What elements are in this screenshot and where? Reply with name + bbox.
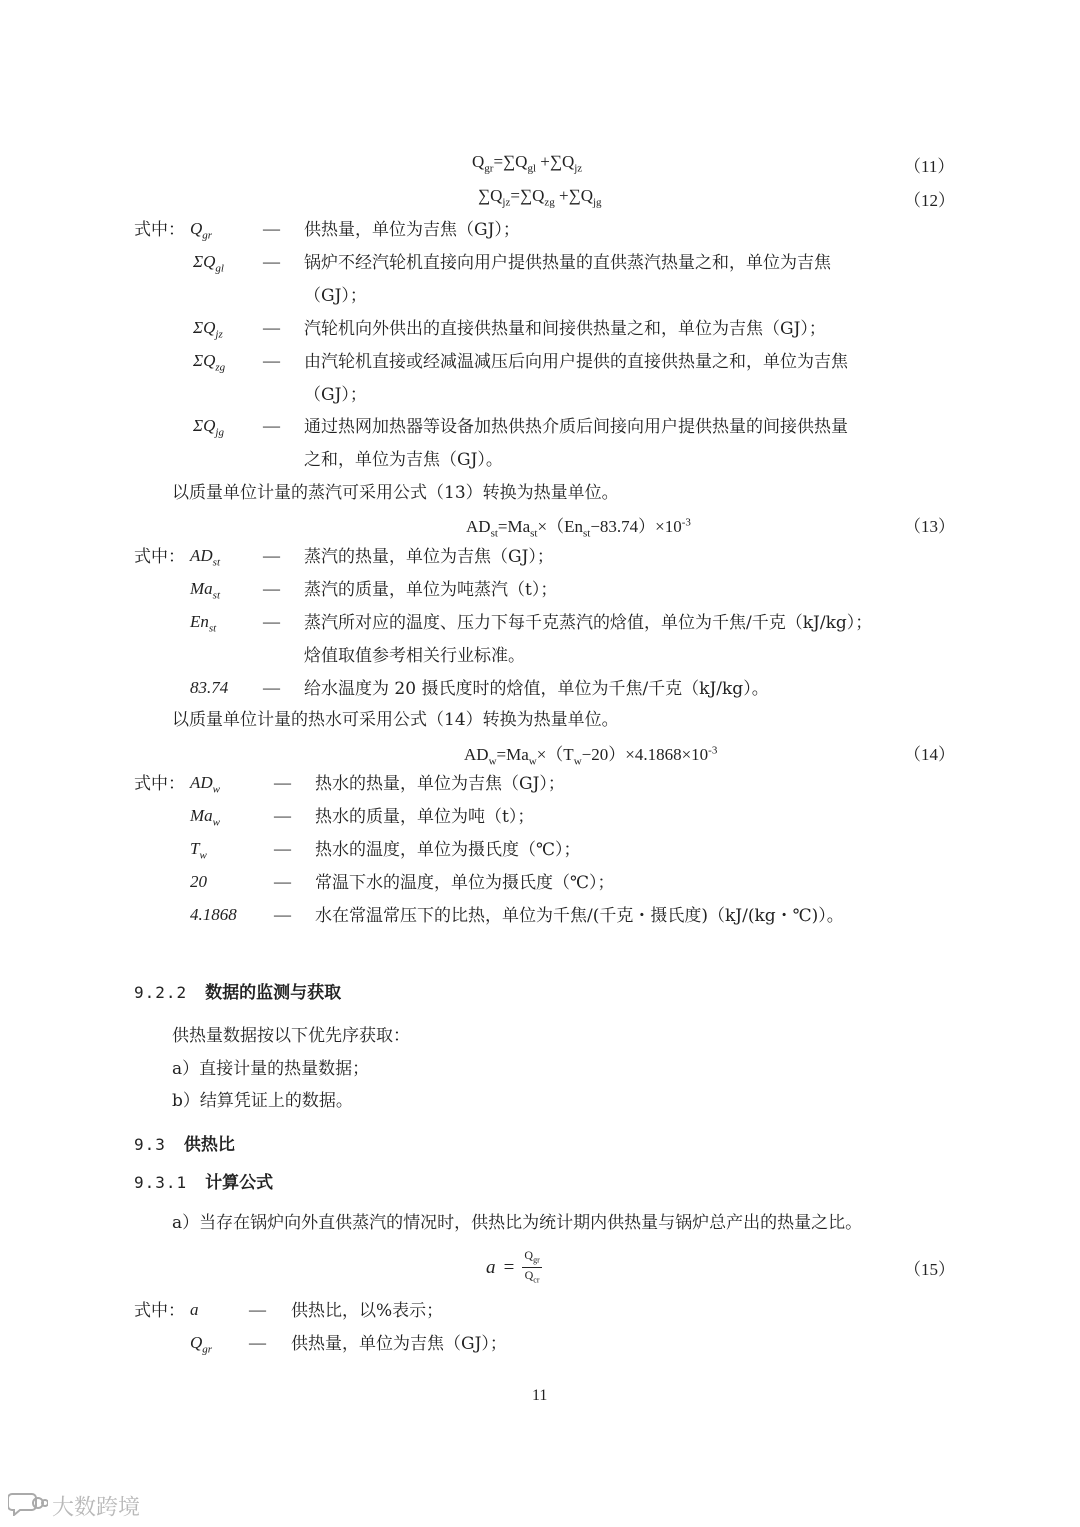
definition-dash: —: [249, 1300, 266, 1319]
definition-text-continued: （GJ）；: [304, 385, 367, 405]
paragraph-water-conversion: 以质量单位计量的热水可采用公式（14）转换为热量单位。: [172, 710, 619, 730]
formula-12: $\sum Q_{jz}=\sum Q_{zg} +\sum Q_{jg}$: [478, 186, 602, 209]
symbol-20: 20: [190, 872, 207, 891]
definition-text: 供热量，单位为吉焦（GJ）；: [291, 1334, 507, 1354]
definition-text: 供热比，以%表示；: [291, 1301, 444, 1321]
formula-14: $AD_w=Ma_w\times(T_w-20)\times 4.1868\times 10^{-3}$: [464, 744, 718, 768]
where-label: 式中：: [134, 1301, 185, 1321]
symbol-sum-q-gl: $\Sigma Q_{gl}$: [193, 252, 224, 275]
list-item: a）直接计量的热量数据；: [172, 1059, 370, 1079]
symbol-83-74: 83.74: [190, 678, 229, 697]
definition-text: 热水的质量，单位为吨（t）；: [315, 807, 535, 827]
watermark: 大数跨境: [8, 1490, 140, 1522]
equation-number-14: （14）: [904, 745, 955, 764]
section-heading-9-3: 9.3 供热比: [134, 1135, 235, 1155]
definition-text: 热水的热量，单位为吉焦（GJ）；: [315, 774, 565, 794]
symbol-ad-w: $AD_w$: [190, 773, 221, 796]
definition-dash: —: [263, 612, 280, 631]
list-item: b）结算凭证上的数据。: [172, 1091, 353, 1111]
symbol-sum-q-jz: $\Sigma Q_{jz}$: [193, 318, 223, 341]
definition-dash: —: [263, 252, 280, 271]
symbol-t-w: $T_w$: [190, 839, 207, 862]
symbol-q-gr: $Q_{gr}$: [190, 219, 213, 242]
symbol-ma-st: $Ma_{st}$: [190, 579, 221, 602]
fraction: $\frac{Q_{gr}}{Q_{cr}}$: [524, 1248, 540, 1285]
equation-number-13: （13）: [904, 517, 955, 536]
symbol-ad-st: $AD_{st}$: [190, 546, 221, 569]
definition-dash: —: [274, 773, 291, 792]
formula-15: a = $\frac{Q_{gr}}{Q_{cr}}$: [486, 1248, 542, 1288]
definition-dash: —: [263, 318, 280, 337]
definition-text: 蒸汽所对应的温度、压力下每千克蒸汽的焓值，单位为千焦/千克（kJ/kg）；: [304, 613, 873, 633]
definition-text: 热水的温度，单位为摄氏度（℃）；: [315, 840, 581, 860]
definition-dash: —: [249, 1333, 266, 1352]
definition-text-continued: 焓值取值参考相关行业标准。: [304, 646, 525, 666]
symbol-4-1868: 4.1868: [190, 905, 237, 924]
paragraph-steam-conversion: 以质量单位计量的蒸汽可采用公式（13）转换为热量单位。: [172, 483, 619, 503]
definition-dash: —: [274, 905, 291, 924]
formula-11: $Q_{gr}=\sum Q_{gl} +\sum Q_{jz}$: [472, 152, 583, 175]
symbol-en-st: $En_{st}$: [190, 612, 217, 635]
section-heading-9-2-2: 9.2.2 数据的监测与获取: [134, 983, 342, 1003]
definition-text: 由汽轮机直接或经减温减压后向用户提供的直接供热量之和，单位为吉焦: [304, 352, 848, 372]
definition-dash: —: [263, 579, 280, 598]
definition-dash: —: [263, 546, 280, 565]
equation-number-12: （12）: [904, 191, 955, 210]
definition-dash: —: [263, 219, 280, 238]
equation-number-11: （11）: [904, 157, 955, 176]
definition-dash: —: [274, 839, 291, 858]
definition-dash: —: [274, 872, 291, 891]
definition-text: 给水温度为 20 摄氏度时的焓值，单位为千焦/千克（kJ/kg）。: [304, 679, 769, 699]
chat-bubble-icon: [8, 1490, 48, 1522]
definition-text: 常温下水的温度，单位为摄氏度（℃）；: [315, 873, 615, 893]
definition-dash: —: [263, 351, 280, 370]
symbol-a: a: [190, 1300, 199, 1319]
definition-text-continued: （GJ）；: [304, 286, 367, 306]
where-label: 式中：: [134, 220, 185, 240]
definition-dash: —: [274, 806, 291, 825]
definition-text: 供热量，单位为吉焦（GJ）；: [304, 220, 520, 240]
definition-text: 蒸汽的热量，单位为吉焦（GJ）；: [304, 547, 554, 567]
where-label: 式中：: [134, 774, 185, 794]
definition-text: 通过热网加热器等设备加热供热介质后间接向用户提供热量的间接供热量: [304, 417, 848, 437]
paragraph-priority: 供热量数据按以下优先序获取：: [172, 1026, 410, 1046]
paragraph-heat-ratio: a）当存在锅炉向外直供蒸汽的情况时，供热比为统计期内供热量与锅炉总产出的热量之比。: [172, 1213, 863, 1233]
symbol-q-gr: $Q_{gr}$: [190, 1333, 213, 1356]
definition-text: 水在常温常压下的比热，单位为千焦/(千克・摄氏度)（kJ/(kg・℃)）。: [315, 906, 844, 926]
section-heading-9-3-1: 9.3.1 计算公式: [134, 1173, 274, 1193]
formula-13: $AD_{st}=Ma_{st}\times(En_{st}-83.74)\times 10^{-3}$: [466, 516, 691, 540]
definition-text: 蒸汽的质量，单位为吨蒸汽（t）；: [304, 580, 558, 600]
definition-text-continued: 之和，单位为吉焦（GJ）。: [304, 450, 503, 470]
symbol-ma-w: $Ma_w$: [190, 806, 221, 829]
definition-text: 汽轮机向外供出的直接供热量和间接供热量之和，单位为吉焦（GJ）；: [304, 319, 826, 339]
definition-dash: —: [263, 678, 280, 697]
symbol-sum-q-jg: $\Sigma Q_{jg}$: [193, 416, 224, 439]
definition-text: 锅炉不经汽轮机直接向用户提供热量的直供蒸汽热量之和，单位为吉焦: [304, 253, 831, 273]
page-number: 11: [532, 1387, 548, 1404]
where-label: 式中：: [134, 547, 185, 567]
symbol-sum-q-zg: $\Sigma Q_{zg}$: [193, 351, 226, 374]
equation-number-15: （15）: [904, 1260, 955, 1279]
definition-dash: —: [263, 416, 280, 435]
